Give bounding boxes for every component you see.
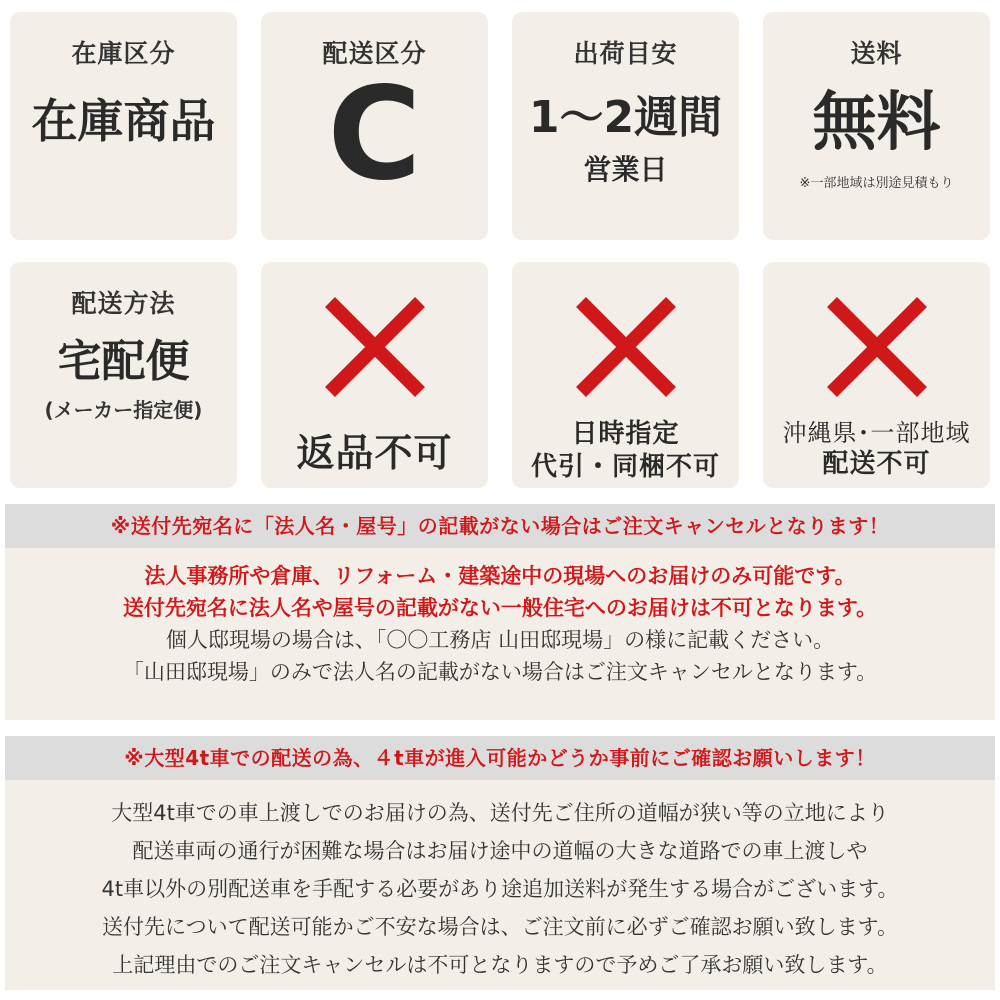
notice-line: 個人邸現場の場合は、「〇〇工務店 山田邸現場」の様に記載ください。 [165, 628, 835, 652]
delivery-method-label: 配送方法 [71, 289, 176, 318]
no-date-cod-text [531, 418, 720, 483]
notice-line: 上記理由でのご注文キャンセルは不可となりますので予めご了承お願い致します。 [112, 953, 888, 977]
truck-access-notice [5, 736, 995, 990]
no-date-cod-tile [512, 262, 739, 488]
delivery-method-value: 宅配便 [57, 336, 190, 387]
notice-line: 「山田邸現場」のみで法人名の記載がない場合はご注文キャンセルとなります。 [122, 660, 878, 684]
no-date-cod-line-1: 日時指定 [571, 419, 680, 449]
no-return-tile [261, 262, 488, 488]
no-okinawa-line-1: 沖縄県･一部地域 [782, 419, 971, 447]
no-okinawa-line-2: 配送不可 [822, 449, 931, 479]
shipping-estimate-tile [512, 12, 739, 240]
stock-category-value: 在庫商品 [31, 94, 216, 148]
no-date-cod-line-2: 代引・同梱不可 [530, 451, 720, 482]
notice-line: 大型4t車での車上渡しでのお届けの為、送付先ご住所の道幅が狭い等の立地により [111, 801, 889, 825]
corporate-name-notice-body [5, 548, 995, 688]
notice-line: 送付先宛名に法人名や屋号の記載がない一般住宅へのお届けは不可となります。 [122, 596, 878, 620]
info-grid [10, 12, 990, 488]
shipping-fee-tile [763, 12, 990, 240]
corporate-name-notice-heading: ※送付先宛名に「法人名・屋号」の記載がない場合はご注文キャンセルとなります！ [5, 504, 995, 548]
cross-icon [571, 292, 681, 402]
notice-line: 法人事務所や倉庫、リフォーム・建築途中の現場へのお届けのみ可能です。 [144, 564, 856, 588]
notice-line: 4t車以外の別配送車を手配する必要があり途追加送料が発生する場合がございます。 [101, 877, 899, 901]
delivery-method-tile [10, 262, 237, 488]
no-okinawa-tile [763, 262, 990, 488]
notice-line: 送付先について配送可能かご不安な場合は、ご注文前に必ずご確認お願い致します。 [102, 915, 898, 939]
shipping-fee-note: ※一部地域は別途見積もり [799, 176, 954, 192]
stock-category-label: 在庫区分 [71, 39, 176, 68]
cross-icon [320, 292, 430, 402]
shipping-fee-label: 送料 [850, 39, 903, 68]
delivery-method-note: (メーカー指定便) [44, 398, 203, 423]
cross-icon [822, 292, 932, 402]
shipping-estimate-unit: 営業日 [583, 153, 668, 187]
no-okinawa-text [783, 418, 971, 481]
no-return-text: 返品不可 [296, 431, 453, 475]
delivery-category-tile [261, 12, 488, 240]
corporate-name-notice [5, 504, 995, 720]
delivery-category-value: C [327, 60, 422, 209]
truck-access-notice-body [5, 780, 995, 984]
shipping-fee-value: 無料 [812, 86, 941, 160]
shipping-estimate-value: 1〜2週間 [528, 92, 723, 143]
delivery-category-label: 配送区分 [322, 39, 427, 68]
notice-line: 配送車両の通行が困難な場合はお届け途中の道幅の大きな道路での車上渡しや [132, 839, 868, 863]
shipping-estimate-label: 出荷目安 [573, 39, 678, 68]
stock-category-tile [10, 12, 237, 240]
truck-access-notice-heading: ※大型4t車での配送の為、４t車が進入可能かどうか事前にご確認お願いします！ [5, 736, 995, 780]
